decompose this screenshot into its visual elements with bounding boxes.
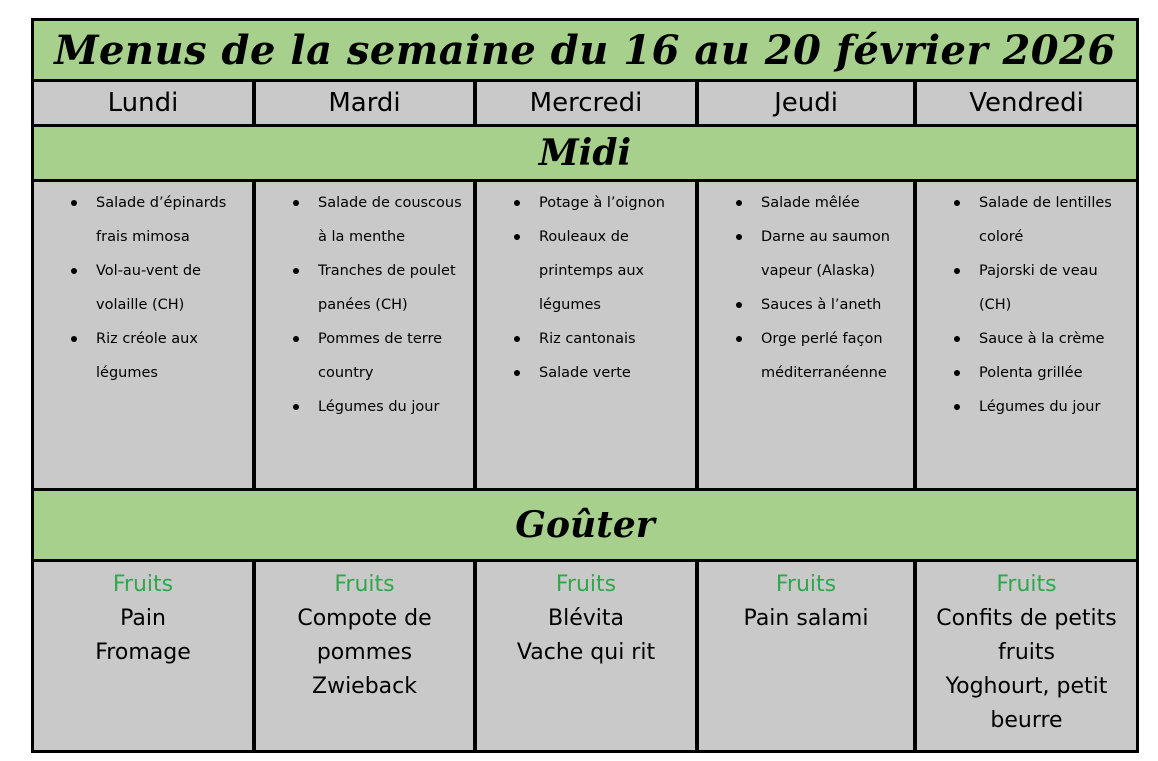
midi-menu-thursday	[699, 182, 913, 488]
fruits-label: Fruits	[555, 572, 617, 597]
days-header-row	[34, 82, 1136, 124]
dish-item: Potage à l’oignon	[539, 186, 687, 220]
dish-item: Légumes du jour	[979, 390, 1128, 424]
dish-item: Pommes de terre country	[318, 322, 465, 390]
fruits-label: Fruits	[996, 572, 1057, 597]
title-banner	[34, 21, 1136, 79]
dish-item: Pajorski de veau (CH)	[979, 254, 1128, 322]
midi-section-header	[34, 127, 1136, 179]
dish-item: Sauces à l’aneth	[761, 288, 905, 322]
day-header-wednesday: Mercredi	[477, 82, 695, 124]
midi-heading: Midi	[538, 132, 632, 174]
snack-monday	[34, 562, 252, 750]
gouter-heading: Goûter	[515, 504, 655, 546]
dish-item: Rouleaux de printemps aux légumes	[539, 220, 687, 322]
menu-title: Menus de la semaine du 16 au 20 février 2026	[54, 26, 1116, 74]
dish-item: Salade d’épinards frais mimosa	[96, 186, 244, 254]
dish-item: Vol-au-vent de volaille (CH)	[96, 254, 244, 322]
snack-tuesday	[256, 562, 473, 750]
dish-item: Salade de couscous à la menthe	[318, 186, 465, 254]
midi-menu-monday	[34, 182, 252, 488]
dish-item: Salade mêlée	[761, 186, 905, 220]
midi-menu-row	[34, 182, 1136, 488]
fruits-label: Fruits	[334, 572, 395, 597]
midi-menu-tuesday	[256, 182, 473, 488]
dish-item: Salade de lentilles coloré	[979, 186, 1128, 254]
dish-item: Polenta grillée	[979, 356, 1128, 390]
dish-item: Tranches de poulet panées (CH)	[318, 254, 465, 322]
snack-wednesday	[477, 562, 695, 750]
dish-item: Orge perlé façon méditerranéenne	[761, 322, 905, 390]
snack-item: Compote de pommes	[297, 606, 432, 665]
day-header-monday: Lundi	[34, 82, 252, 124]
gouter-snack-row	[34, 562, 1136, 750]
dish-item: Darne au saumon vapeur (Alaska)	[761, 220, 905, 288]
day-header-thursday: Jeudi	[699, 82, 913, 124]
dish-item: Riz créole aux légumes	[96, 322, 244, 390]
gouter-section-header	[34, 491, 1136, 559]
snack-item: Pain salami	[743, 606, 869, 631]
dish-list	[499, 186, 687, 390]
dish-item: Riz cantonais	[539, 322, 687, 356]
midi-menu-wednesday	[477, 182, 695, 488]
snack-item: Vache qui rit	[516, 640, 656, 665]
snack-item: Yoghourt, petit beurre	[945, 674, 1108, 733]
dish-item: Sauce à la crème	[979, 322, 1128, 356]
midi-menu-friday	[917, 182, 1136, 488]
dish-item: Salade verte	[539, 356, 687, 390]
snack-item: Blévita	[548, 606, 624, 631]
weekly-menu-table	[31, 18, 1139, 753]
day-header-friday: Vendredi	[917, 82, 1136, 124]
dish-list	[56, 186, 244, 390]
snack-friday	[917, 562, 1136, 750]
dish-list	[939, 186, 1128, 424]
snack-item: Pain	[120, 606, 166, 631]
day-header-tuesday: Mardi	[256, 82, 473, 124]
fruits-label: Fruits	[775, 572, 837, 597]
snack-thursday	[699, 562, 913, 750]
fruits-label: Fruits	[112, 572, 174, 597]
snack-item: Zwieback	[312, 674, 417, 699]
dish-list	[278, 186, 465, 424]
dish-item: Légumes du jour	[318, 390, 465, 424]
snack-item: Fromage	[95, 640, 191, 665]
dish-list	[721, 186, 905, 390]
snack-item: Confits de petits fruits	[936, 606, 1117, 665]
